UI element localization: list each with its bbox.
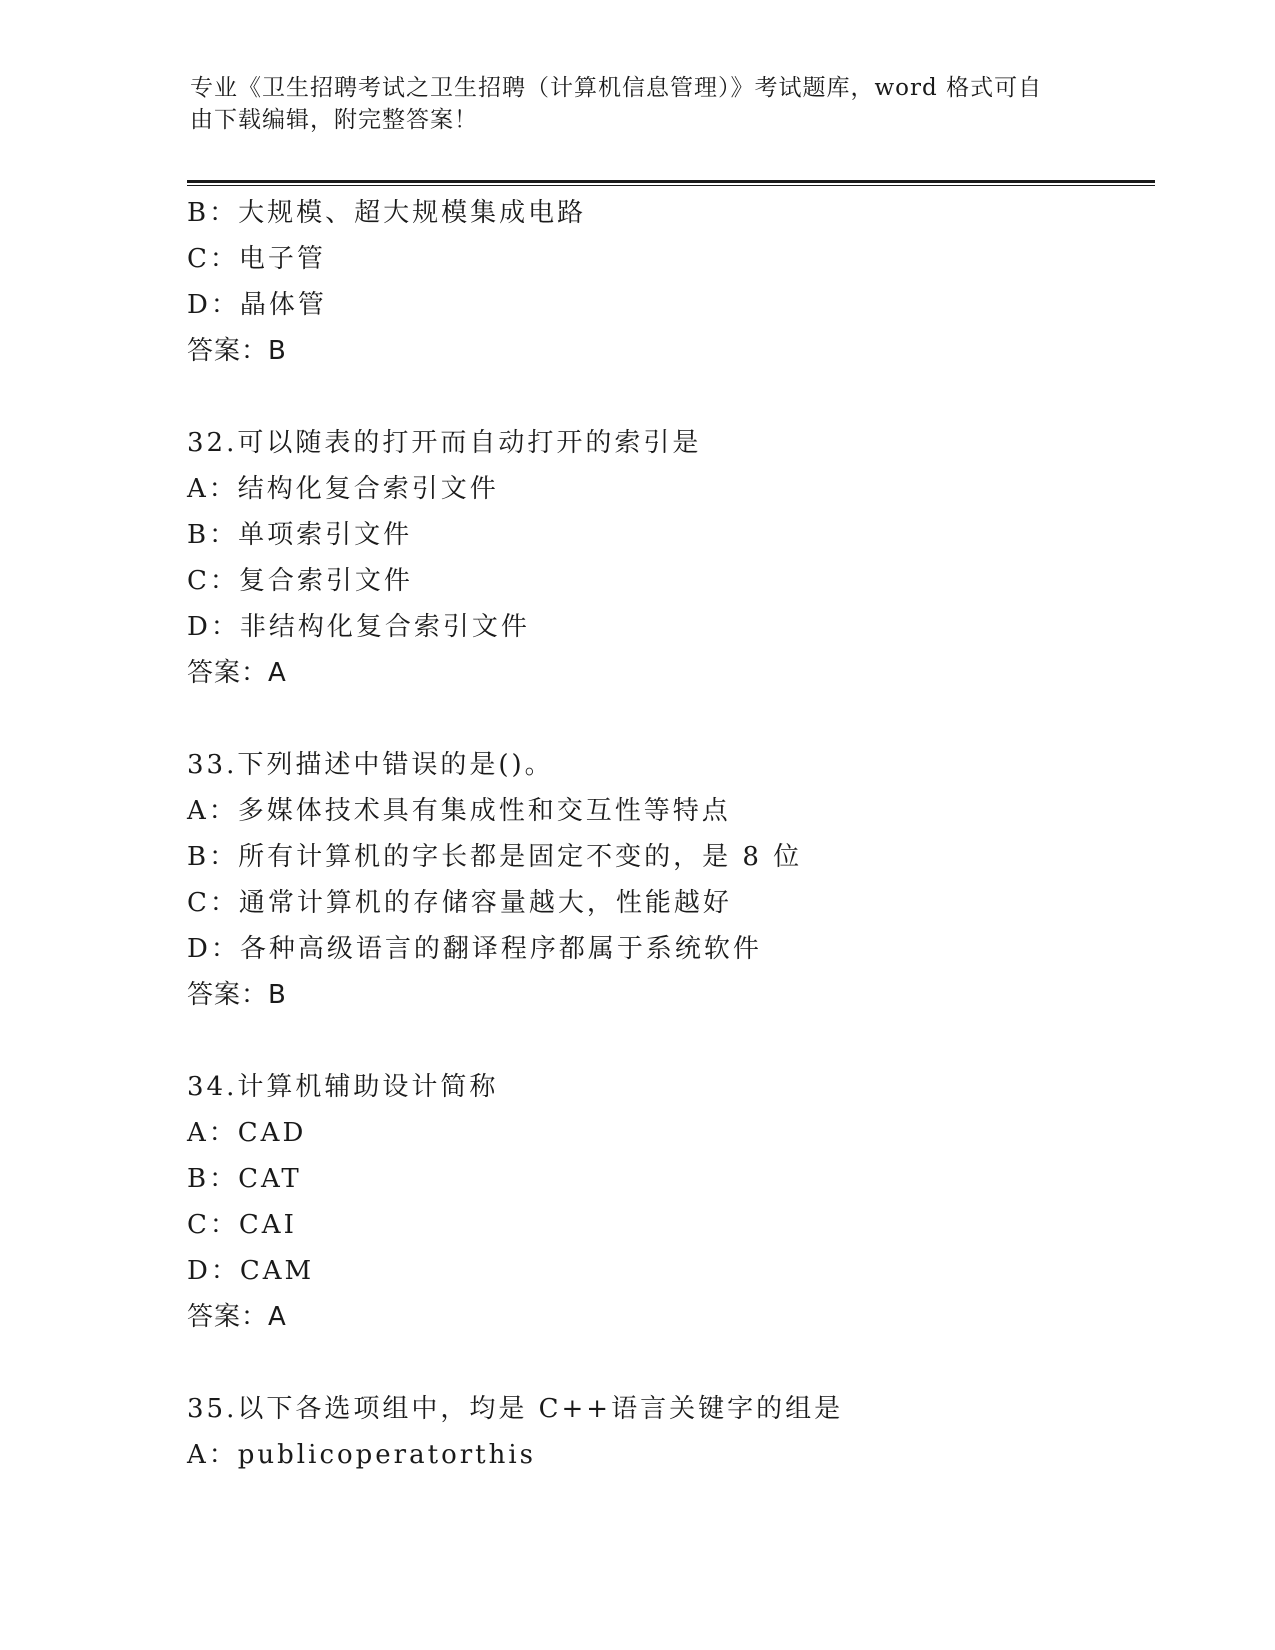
spacer <box>187 1340 1147 1386</box>
question-stem: 33.下列描述中错误的是()。 <box>187 750 554 780</box>
option-c: C：电子管 <box>187 244 326 274</box>
option-c: C：复合索引文件 <box>187 566 413 596</box>
option-b: B：CAT <box>187 1164 302 1194</box>
option-c: C：通常计算机的存储容量越大，性能越好 <box>187 888 732 918</box>
option-b: B：所有计算机的字长都是固定不变的，是 8 位 <box>187 842 803 872</box>
option-d: D：非结构化复合索引文件 <box>187 612 530 642</box>
header-divider-thick <box>187 180 1155 183</box>
option-a: A：结构化复合索引文件 <box>187 474 499 504</box>
option-a: A：多媒体技术具有集成性和交互性等特点 <box>187 796 731 826</box>
question-list <box>187 190 1147 1478</box>
question-block-31 <box>187 190 1147 374</box>
question-stem: 32.可以随表的打开而自动打开的索引是 <box>187 428 702 458</box>
question-block-32 <box>187 420 1147 696</box>
question-stem: 34.计算机辅助设计简称 <box>187 1072 499 1102</box>
header-line-1: 专业《卫生招聘考试之卫生招聘（计算机信息管理）》考试题库，word 格式可自 <box>190 75 1043 101</box>
question-block-33 <box>187 742 1147 1018</box>
spacer <box>187 696 1147 742</box>
answer: 答案：A <box>187 1302 287 1332</box>
header-line-2: 由下载编辑，附完整答案！ <box>190 107 478 133</box>
answer: 答案：B <box>187 336 287 366</box>
header-divider-thin <box>187 185 1155 186</box>
option-d: D：晶体管 <box>187 290 327 320</box>
question-stem: 35.以下各选项组中，均是 C++语言关键字的组是 <box>187 1394 844 1424</box>
option-a: A：publicoperatorthis <box>187 1440 536 1470</box>
question-block-34 <box>187 1064 1147 1340</box>
spacer <box>187 374 1147 420</box>
option-c: C：CAI <box>187 1210 297 1240</box>
option-a: A：CAD <box>187 1118 307 1148</box>
option-b: B：单项索引文件 <box>187 520 413 550</box>
spacer <box>187 1018 1147 1064</box>
option-d: D：各种高级语言的翻译程序都属于系统软件 <box>187 934 762 964</box>
document-header <box>190 72 1090 136</box>
option-d: D：CAM <box>187 1256 315 1286</box>
answer: 答案：B <box>187 980 287 1010</box>
answer: 答案：A <box>187 658 287 688</box>
option-b: B：大规模、超大规模集成电路 <box>187 198 587 228</box>
question-block-35 <box>187 1386 1147 1478</box>
